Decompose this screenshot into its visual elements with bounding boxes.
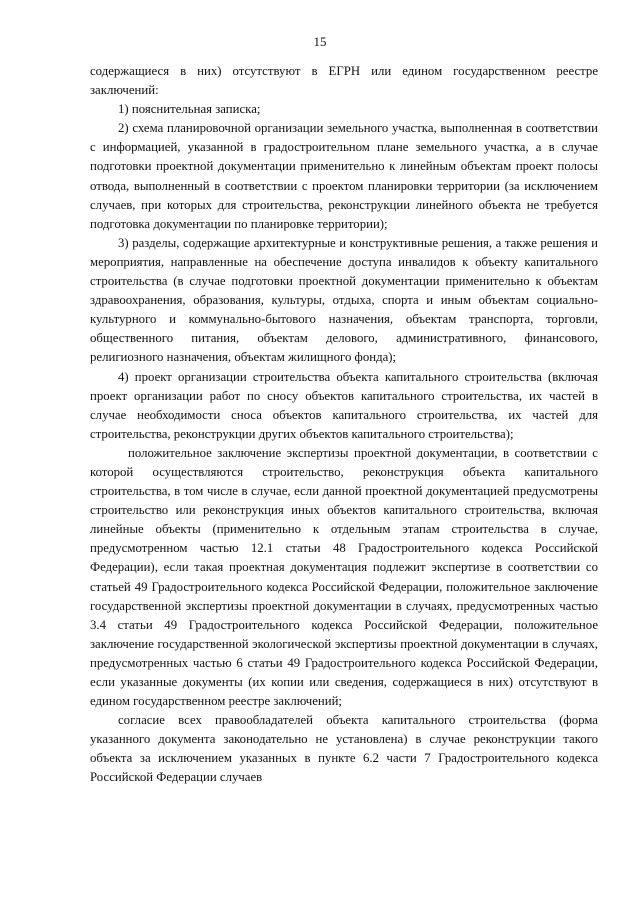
paragraph-continuation: содержащиеся в них) отсутствуют в ЕГРН или едином государственном реестре заключений: (90, 64, 598, 98)
list-item-2: 2) схема планировочной организации земельного участка, выполненная в соответствии с информацией, указанной в градостроительном плане земельного участка, а в случае подготовки проектной документации применительно к линейным объектам проект полосы отвода, выполненный в соответствии с проектом планировки территории (за исключением случаев, при которых для строительства, реконструкции линейного объекта не требуется подготовка документации по планировке территории); (90, 121, 598, 231)
list-item-1: 1) пояснительная записка; (118, 102, 261, 117)
document-body (90, 62, 598, 788)
paragraph-consent: согласие всех правообладателей объекта капитального строительства (форма указанного документа законодательно не установлена) в случае реконструкции такого объекта за исключением указанных в пункте 6.2 части 7 Градостроительного кодекса Российской Федерации случаев (90, 713, 598, 785)
page-number: 15 (313, 34, 327, 49)
list-item-3: 3) разделы, содержащие архитектурные и конструктивные решения, а также решения и мероприятия, направленные на обеспечение доступа инвалидов к объекту капитального строительства (в случае подготовки проектной документации применительно к объектам здравоохранения, образования, культуры, отдыха, спорта и иным объектам социально-культурного и коммунально-бытового назначения, объектам транспорта, торговли, общественного питания, объектам делового, административного, финансового, религиозного назначения, объектам жилищного фонда); (90, 235, 598, 365)
list-item-4: 4) проект организации строительства объекта капитального строительства (включая проект организации работ по сносу объектов капитального строительства, их частей в случае необходимости сноса объектов капитального строительства, их частей для строительства, реконструкции других объектов капитального строительства); (90, 369, 598, 441)
paragraph-expertise: положительное заключение экспертизы проектной документации, в соответствии с которой осуществляются строительство, реконструкция объекта капитального строительства, в том числе в случае, если данной проектной документацией предусмотрены строительство или реконструкция иных объектов капитального строительства, включая линейные объекты (применительно к отдельным этапам строительства в случае, предусмотренном частью 12.1 статьи 48 Градостроительного кодекса Российской Федерации), если такая проектная документация подлежит экспертизе в соответствии со статьей 49 Градостроительного кодекса Российской Федерации, положительное заключение государственной экспертизы проектной документации в случаях, предусмотренных частью 3.4 статьи 49 Градостроительного кодекса Российской Федерации, положительное заключение государственной экологической экспертизы проектной документации в случаях, предусмотренных частью 6 статьи 49 Градостроительного кодекса Российской Федерации, если указанные документы (их копии или сведения, содержащиеся в них) отсутствуют в едином государственном реестре заключений; (90, 445, 598, 709)
